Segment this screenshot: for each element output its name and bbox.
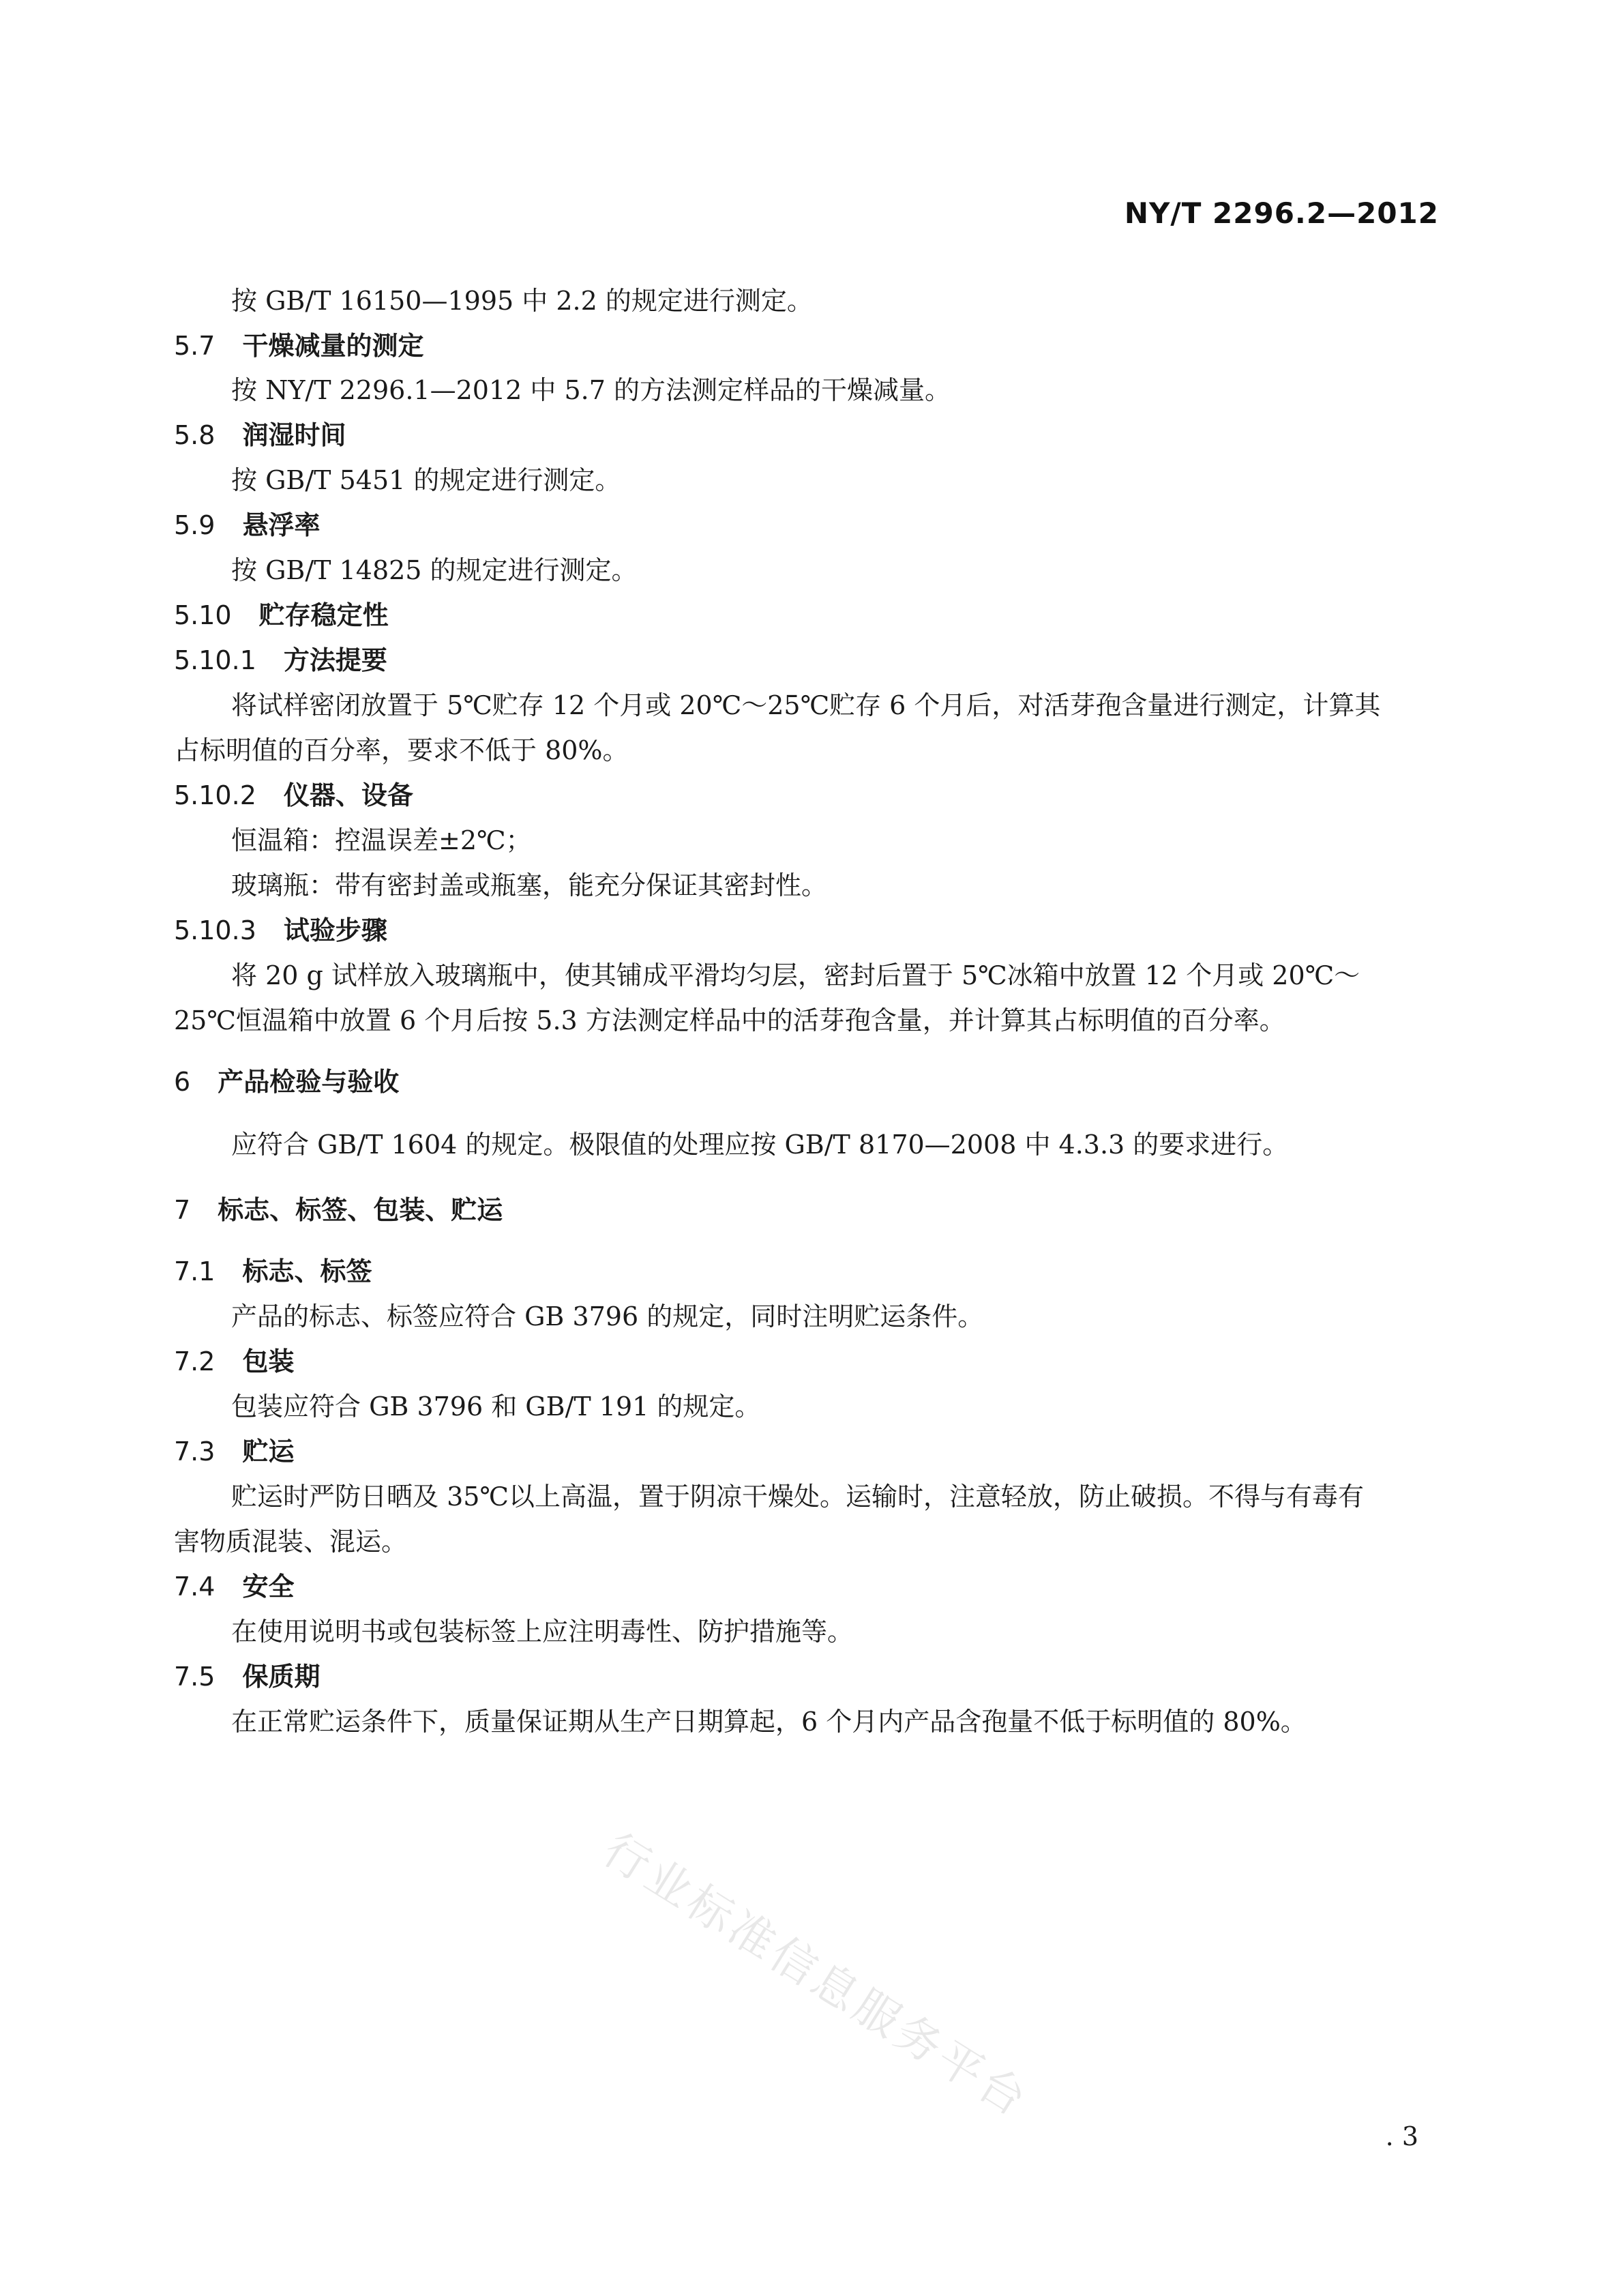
para-line: 将试样密闭放置于 5℃贮存 12 个月或 20℃～25℃贮存 6 个月后，对活芽孢含量进行测定，计算其 <box>231 690 1381 720</box>
para-line: 25℃恒温箱中放置 6 个月后按 5.3 方法测定样品中的活芽孢含量，并计算其占标明值的百分率。 <box>174 1005 1285 1035</box>
section-title: 仪器、设备 <box>283 780 413 810</box>
para-line: 将 20 g 试样放入玻璃瓶中，使其铺成平滑均匀层，密封后置于 5℃冰箱中放置 12 个月或 20℃～ <box>231 960 1360 990</box>
para-line: 害物质混装、混运。 <box>174 1527 408 1557</box>
section-title: 贮存稳定性 <box>258 600 389 630</box>
section-title: 干燥减量的测定 <box>242 331 424 361</box>
section-title: 贮运 <box>242 1437 295 1467</box>
section-heading <box>174 1655 320 1693</box>
para-line: 在使用说明书或包装标签上应注明毒性、防护措施等。 <box>231 1617 854 1647</box>
chapter-number: 6 <box>174 1067 191 1097</box>
section-title: 安全 <box>242 1572 295 1602</box>
section-heading <box>174 414 346 452</box>
section-number: 7.4 <box>174 1572 215 1602</box>
document-code-header: NY/T 2296.2—2012 <box>1124 196 1439 230</box>
section-title: 标志、标签 <box>242 1256 372 1286</box>
section-title: 包装 <box>242 1346 295 1377</box>
section-number: 5.10 <box>174 600 232 630</box>
section-number: 5.10.1 <box>174 645 256 675</box>
section-number: 7.3 <box>174 1437 215 1467</box>
para-line: 包装应符合 GB 3796 和 GB/T 191 的规定。 <box>231 1392 761 1422</box>
section-title: 润湿时间 <box>242 420 346 450</box>
chapter-heading <box>174 1189 503 1226</box>
chapter-number: 7 <box>174 1195 191 1225</box>
section-number: 5.7 <box>174 331 215 361</box>
para-line: 产品的标志、标签应符合 GB 3796 的规定，同时注明贮运条件。 <box>231 1301 984 1331</box>
section-heading <box>174 1430 294 1468</box>
para-line: 占标明值的百分率，要求不低于 80%。 <box>174 735 629 765</box>
para-line: 在正常贮运条件下，质量保证期从生产日期算起，6 个月内产品含孢量不低于标明值的 80%。 <box>231 1707 1307 1737</box>
watermark-text: 行业标准信息服务平台 <box>594 1823 1039 2128</box>
section-number: 7.2 <box>174 1346 215 1377</box>
section-title: 方法提要 <box>283 645 387 675</box>
para-line: 玻璃瓶：带有密封盖或瓶塞，能充分保证其密封性。 <box>231 870 828 900</box>
chapter-title: 标志、标签、包装、贮运 <box>218 1195 503 1225</box>
section-number: 7.1 <box>174 1256 215 1286</box>
section-heading <box>174 774 413 812</box>
section-title: 试验步骤 <box>283 915 387 945</box>
section-number: 5.10.3 <box>174 915 256 945</box>
para-line: 应符合 GB/T 1604 的规定。极限值的处理应按 GB/T 8170—2008 中 4.3.3 的要求进行。 <box>231 1130 1289 1160</box>
section-heading <box>174 1250 372 1288</box>
section-heading <box>174 1565 294 1603</box>
section-number: 5.9 <box>174 510 215 540</box>
section-heading <box>174 639 387 677</box>
section-number: 5.8 <box>174 420 215 450</box>
section-heading <box>174 325 423 362</box>
chapter-title: 产品检验与验收 <box>218 1067 400 1097</box>
section-title: 保质期 <box>242 1662 321 1692</box>
section-heading <box>174 504 320 542</box>
para-line: 贮运时严防日晒及 35℃以上高温，置于阴凉干燥处。运输时，注意轻放，防止破损。不得与有毒有 <box>231 1482 1364 1512</box>
para-line: 按 GB/T 14825 的规定进行测定。 <box>231 555 638 585</box>
section-title: 悬浮率 <box>242 510 321 540</box>
section-heading <box>174 594 389 632</box>
page-number: . 3 <box>1385 2121 1418 2151</box>
para-line: 按 GB/T 16150—1995 中 2.2 的规定进行测定。 <box>231 286 813 316</box>
section-heading <box>174 1340 294 1378</box>
section-number: 7.5 <box>174 1662 215 1692</box>
para-line: 按 NY/T 2296.1—2012 中 5.7 的方法测定样品的干燥减量。 <box>231 375 951 405</box>
section-heading <box>174 909 387 947</box>
section-number: 5.10.2 <box>174 780 256 810</box>
para-line: 恒温箱：控温误差±2℃； <box>231 825 532 855</box>
para-line: 按 GB/T 5451 的规定进行测定。 <box>231 465 621 495</box>
chapter-heading <box>174 1061 399 1098</box>
